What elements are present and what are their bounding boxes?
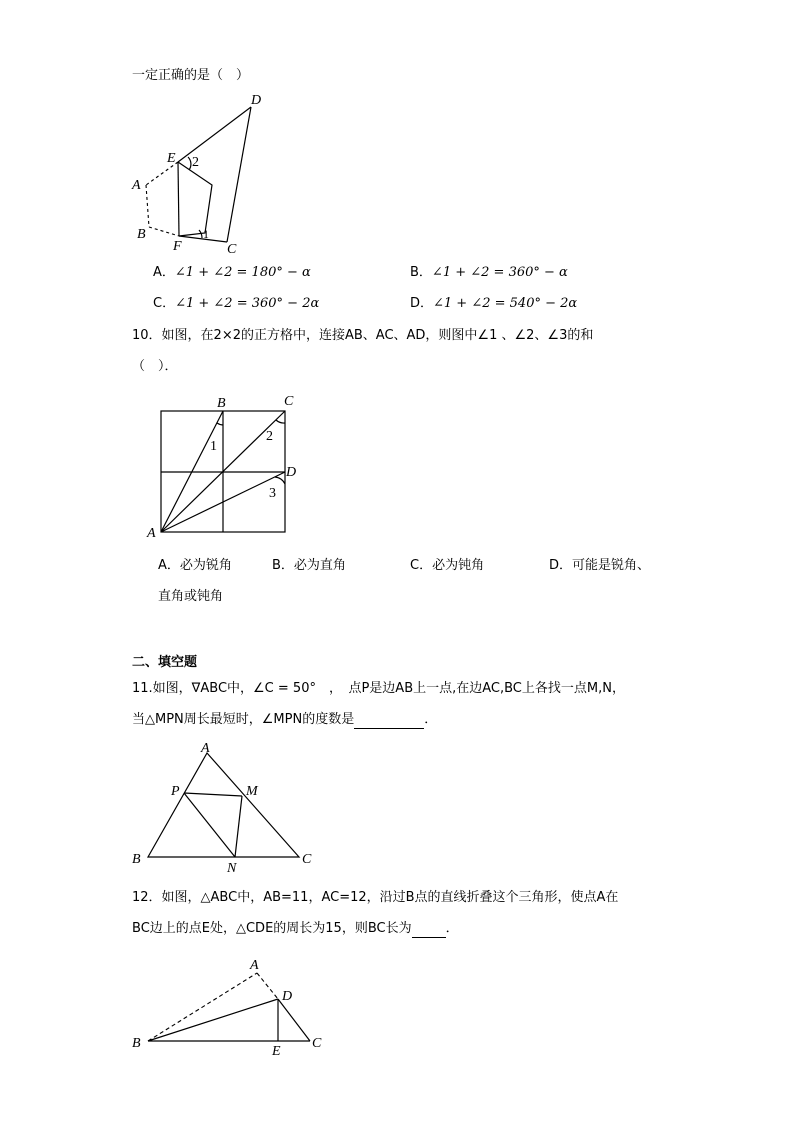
q12-label-E: E — [272, 1044, 281, 1059]
q9-label-F: F — [173, 239, 182, 254]
q10-stem-line1: 10．如图，在2×2的正方格中，连接AB、AC、AD，则图中∠1 、∠2、∠3的和 — [132, 328, 594, 343]
q10-angle-2-arc — [276, 420, 285, 423]
q10-angle-1-arc — [217, 423, 223, 425]
q9-label-B: B — [137, 227, 146, 242]
q9-segment-ED — [178, 107, 251, 162]
q10-label-B: B — [217, 396, 226, 411]
q12-stem-line1: 12．如图，△ABC中，AB=11，AC=12，沿过B点的直线折叠这个三角形，使点A在 — [132, 890, 619, 905]
q10-angle-3-arc — [275, 477, 285, 484]
q11-label-M: M — [246, 784, 258, 799]
q10-label-D: D — [286, 465, 297, 480]
q12-label-A: A — [250, 958, 259, 973]
q10-option-d[interactable]: D．可能是锐角、 — [549, 558, 651, 573]
q9-angle-2-arc — [188, 157, 191, 170]
q10-stem-line2: （ ）． — [132, 359, 178, 374]
q10-option-d-continued: 直角或钝角 — [158, 589, 224, 604]
q10-label-2: 2 — [266, 429, 273, 444]
q12-figure — [130, 952, 340, 1062]
q12-segment-DC — [278, 999, 310, 1041]
q9-label-A: A — [132, 178, 141, 193]
q11-label-N: N — [227, 861, 237, 876]
q10-option-a[interactable]: A．必为锐角 — [158, 558, 232, 573]
q12-label-C: C — [312, 1036, 322, 1051]
q9-figure — [130, 90, 270, 255]
q10-label-A: A — [147, 526, 156, 541]
q10-figure — [145, 392, 315, 542]
q12-label-B: B — [132, 1036, 141, 1051]
q10-label-C: C — [284, 394, 294, 409]
q11-label-C: C — [302, 852, 312, 867]
q9-option-c[interactable]: C．∠1 + ∠2 = 360° − 2α — [153, 296, 320, 311]
q10-option-b[interactable]: B．必为直角 — [272, 558, 346, 573]
q12-answer-blank[interactable] — [412, 923, 446, 938]
section-title-fill-in: 二、填空题 — [132, 655, 198, 670]
q10-label-1: 1 — [210, 439, 217, 454]
q11-answer-blank[interactable] — [354, 714, 424, 729]
q12-stem-line2: BC边上的点E处，△CDE的周长为15，则BC长为 ． — [132, 921, 459, 936]
q11-stem-line2: 当△MPN周长最短时，∠MPN的度数是 ． — [132, 712, 438, 727]
q12-segment-BD — [148, 999, 278, 1041]
q9-folded-flap — [178, 162, 212, 236]
q11-segment-MN — [235, 796, 242, 857]
q9-label-D: D — [251, 93, 262, 108]
q12-dashed-AD — [257, 973, 278, 999]
q9-segment-DC — [227, 107, 251, 242]
q10-label-3: 3 — [269, 486, 276, 501]
q9-segment-FE — [178, 162, 179, 236]
q9-dashed-BF — [149, 227, 179, 236]
q10-option-c[interactable]: C．必为钝角 — [410, 558, 485, 573]
q11-segment-PN — [184, 793, 235, 857]
q11-stem-line1: 11.如图，∇ABC中，∠C = 50° ， 点P是边AB上一点,在边AC,BC上各找一点M,N， — [132, 681, 625, 696]
q11-triangle-ABC — [148, 753, 299, 857]
q9-label-1: 1 — [203, 227, 209, 241]
q9-label-2: 2 — [192, 155, 199, 170]
q11-label-B: B — [132, 852, 141, 867]
q11-label-P: P — [171, 784, 180, 799]
q11-figure — [130, 736, 320, 876]
q12-dashed-BA — [148, 973, 257, 1041]
q12-label-D: D — [282, 989, 293, 1004]
q9-label-E: E — [167, 151, 176, 166]
q9-option-b[interactable]: B．∠1 + ∠2 = 360° − α — [410, 265, 568, 280]
q9-dashed-AB — [146, 185, 149, 227]
q9-option-a[interactable]: A．∠1 + ∠2 = 180° − α — [153, 265, 311, 280]
q11-label-A: A — [201, 741, 210, 756]
q9-stem-tail: 一定正确的是（ ） — [132, 68, 250, 83]
q9-label-C: C — [227, 242, 237, 257]
q11-segment-PM — [184, 793, 242, 796]
q9-option-d[interactable]: D．∠1 + ∠2 = 540° − 2α — [410, 296, 578, 311]
